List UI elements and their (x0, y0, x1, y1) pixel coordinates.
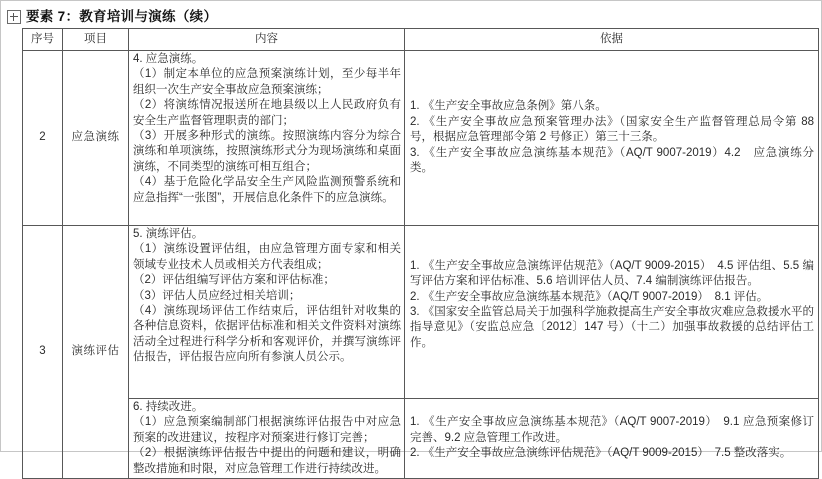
content-paragraph: （1）应急预案编制部门根据演练评估报告中对应急预案的改进建议，按程序对预案进行修订完善； (133, 416, 401, 444)
content-cell (129, 51, 405, 226)
basis-paragraph: 1. 《生产安全事故应急演练基本规范》（AQ/T 9007-2019） 9.1 应急预案修订完善、9.2 应急管理工作改进。 (410, 416, 814, 444)
table-row-continuous-improvement (23, 399, 819, 479)
content-paragraph: 4. 应急演练。 (133, 53, 204, 65)
content-paragraph: 6. 持续改进。 (133, 401, 204, 413)
col-header-content: 内容 (129, 29, 405, 51)
basis-paragraph: 3. 《生产安全事故应急演练基本规范》（AQ/T 9007-2019）4.2 应急演练分类。 (410, 146, 814, 175)
content-paragraph: （4）基于危险化学品安全生产风险监测预警系统和应急指挥“一张图”，开展信息化条件下的应急演练。 (133, 176, 401, 204)
basis-paragraph: 1. 《生产安全事故应急演练评估规范》（AQ/T 9009-2015） 4.5 评估组、5.5 编写评估方案和评估标准、5.6 培训评估人员、7.4 编制演练评估报告。 (410, 259, 814, 288)
row-project: 应急演练 (63, 51, 129, 226)
handle-plus-horizontal (10, 16, 18, 17)
basis-cell (405, 51, 819, 226)
content-paragraph: （2）根据演练评估报告中提出的问题和建议，明确整改措施和时限，对应急管理工作进行持续改进。 (133, 447, 401, 475)
content-paragraph: （1）制定本单位的应急预案演练计划，至少每半年组织一次生产安全事故应急预案演练； (133, 68, 401, 96)
row-index: 2 (23, 51, 63, 226)
content-paragraph: （2）将演练情况报送所在地县级以上人民政府负有安全生产监督管理职责的部门； (133, 99, 401, 127)
section-title: 要素 7：教育培训与演练（续） (26, 9, 218, 24)
content-paragraph: （1）演练设置评估组，由应急管理方面专家和相关领域专业技术人员或相关方代表组成； (133, 243, 401, 271)
basis-paragraph: 3. 《国家安全监管总局关于加强科学施救提高生产安全事故灾难应急救援水平的指导意见》（安监总应急〔2012〕147 号）（十二）加强事故救援的总结评估工作。 (410, 306, 814, 349)
content-paragraph: （4）演练现场评估工作结束后，评估组针对收集的各种信息资料，依据评估标准和相关文件资料对演练活动全过程进行科学分析和客观评价，并撰写演练评估报告，评估报告应向所有参演人员公示。 (133, 305, 401, 364)
content-paragraph: （3）评估人员应经过相关培训； (133, 289, 301, 302)
row-index: 3 (23, 226, 63, 479)
content-cell (129, 226, 405, 399)
col-header-index: 序号 (23, 29, 63, 51)
basis-cell (405, 226, 819, 399)
content-paragraph: （2）评估组编写评估方案和评估标准； (133, 274, 335, 287)
basis-paragraph: 2. 《生产安全事故应急演练评估规范》（AQ/T 9009-2015） 7.5 整改落实。 (410, 447, 792, 460)
handle-plus-vertical (13, 13, 14, 21)
row-project: 演练评估 (63, 226, 129, 479)
training-drill-table (22, 28, 819, 479)
content-cell (129, 399, 405, 479)
table-row-drill-evaluation (23, 226, 819, 399)
content-paragraph: 5. 演练评估。 (133, 228, 204, 240)
content-paragraph: （3）开展多种形式的演练。按照演练内容分为综合演练和单项演练，按照演练形式分为现场演练和桌面演练，不同类型的演练可相互组合； (133, 130, 401, 173)
table-row-emergency-drill (23, 51, 819, 226)
basis-cell (405, 399, 819, 479)
basis-paragraph: 1. 《生产安全事故应急条例》第八条。 (410, 100, 607, 113)
basis-paragraph: 2. 《生产安全事故应急预案管理办法》（国家安全生产监督管理总局令第 88 号，根据应急管理部令第 2 号修正）第三十三条。 (410, 115, 814, 144)
table-header-row (23, 29, 819, 51)
basis-paragraph: 2. 《生产安全事故应急演练基本规范》（AQ/T 9007-2019） 8.1 评估。 (410, 290, 769, 303)
col-header-project: 项目 (63, 29, 129, 51)
col-header-basis: 依据 (405, 29, 819, 51)
table-move-handle-icon[interactable] (7, 10, 21, 24)
